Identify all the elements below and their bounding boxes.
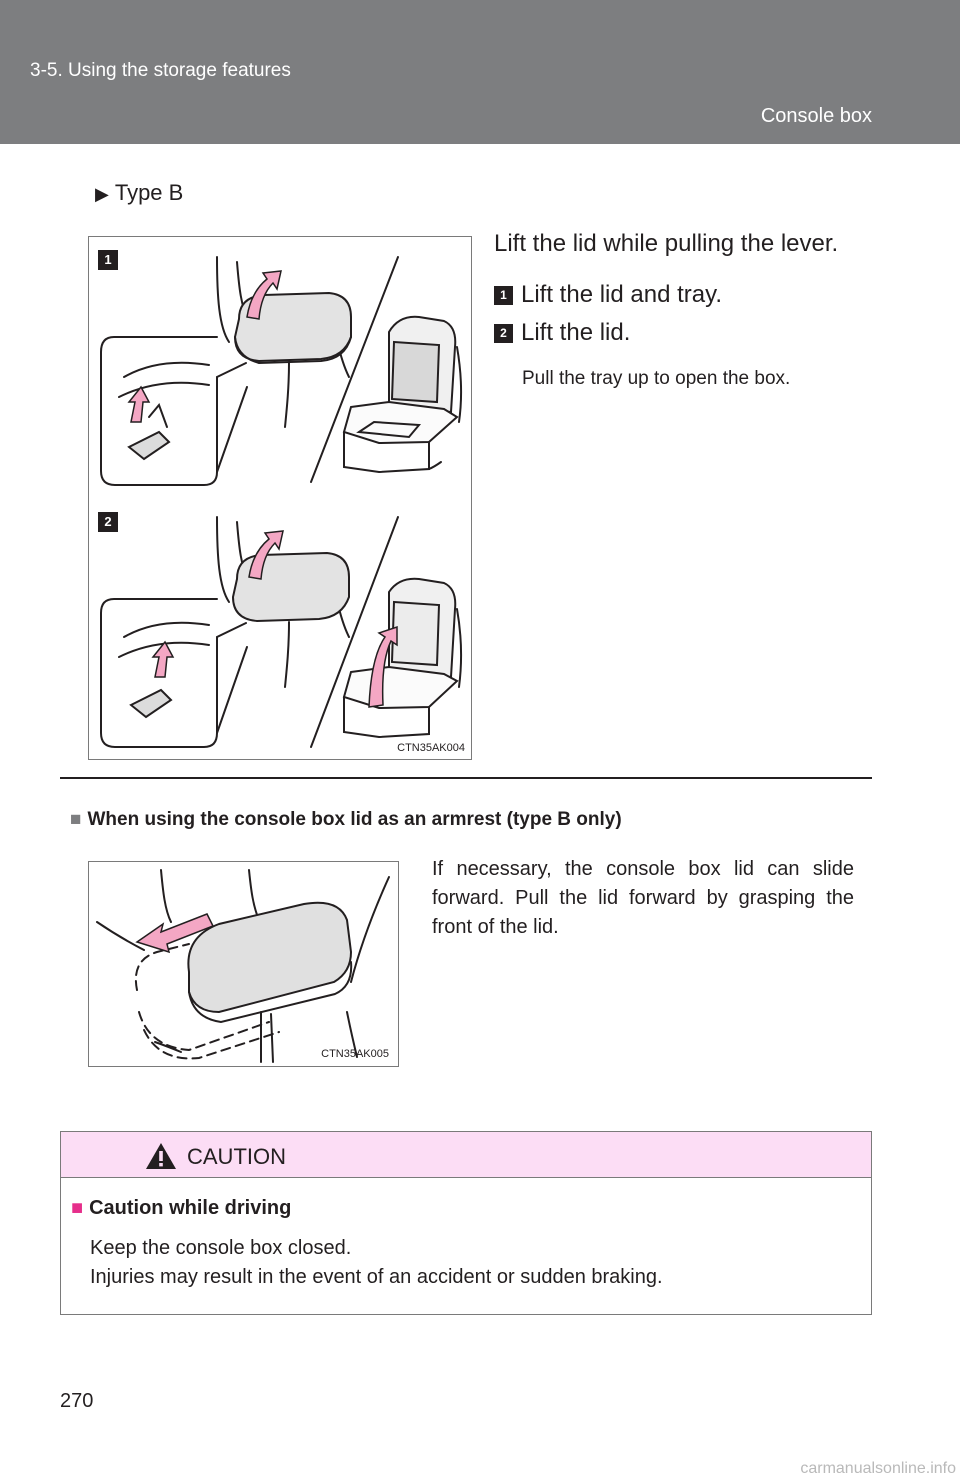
step-number-badge: 1 — [494, 286, 513, 305]
instruction-note: Pull the tray up to open the box. — [522, 368, 791, 389]
square-bullet-icon: ■ — [71, 1197, 84, 1219]
section-divider — [60, 777, 872, 779]
figure-console-open — [88, 236, 472, 760]
step-text: Lift the lid. — [521, 319, 631, 346]
type-heading-text: Type B — [114, 180, 184, 205]
caution-header — [61, 1132, 871, 1178]
caution-line: Injuries may result in the event of an accident or sudden braking. — [90, 1266, 663, 1288]
step-number-badge: 2 — [494, 324, 513, 343]
figure-step-badge-1: 1 — [98, 250, 118, 270]
caution-line: Keep the console box closed. — [90, 1237, 352, 1259]
step-text: Lift the lid and tray. — [521, 281, 722, 308]
instruction-step-2 — [494, 319, 630, 347]
figure-code: CTN35AK005 — [321, 1048, 389, 1060]
armrest-illustration — [89, 862, 398, 1066]
caution-item-heading — [71, 1197, 291, 1220]
figure-code: CTN35AK004 — [397, 742, 465, 754]
page-header — [0, 0, 960, 144]
instruction-step-1 — [494, 281, 722, 309]
console-illustration — [89, 237, 471, 759]
figure-armrest-slide — [88, 861, 399, 1067]
section-title: 3-5. Using the storage features — [30, 60, 291, 81]
pointer-arrow-icon: ▶ — [95, 184, 109, 204]
armrest-heading — [70, 809, 622, 831]
armrest-text: If necessary, the console box lid can slide forward. Pull the lid forward by grasping the front of the lid. — [432, 858, 854, 938]
topic-title: Console box — [760, 105, 872, 127]
caution-box — [60, 1131, 872, 1315]
watermark: carmanualsonline.info — [800, 1460, 956, 1477]
caution-item-heading-text: Caution while driving — [89, 1197, 292, 1219]
square-bullet-icon: ■ — [70, 809, 82, 830]
page-number: 270 — [60, 1390, 94, 1412]
type-heading — [95, 180, 183, 206]
caution-title: CAUTION — [187, 1144, 286, 1169]
armrest-heading-text: When using the console box lid as an armrest (type B only) — [87, 809, 622, 830]
figure-step-badge-2: 2 — [98, 512, 118, 532]
instruction-main: Lift the lid while pulling the lever. — [494, 230, 839, 257]
warning-triangle-icon — [145, 1142, 177, 1170]
